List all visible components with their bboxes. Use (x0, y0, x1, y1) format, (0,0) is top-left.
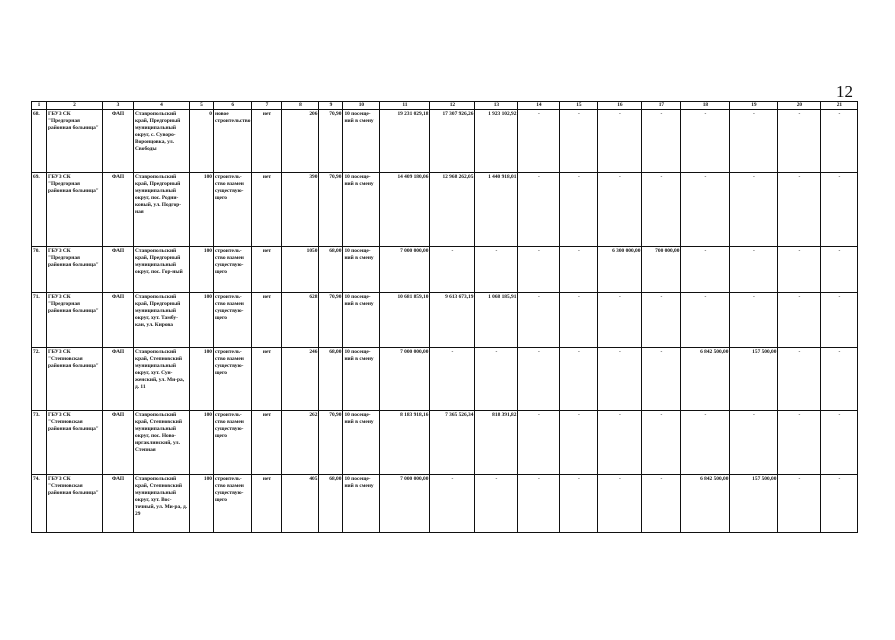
table-cell-col-11: 7 000 000,00 (380, 348, 430, 411)
table-cell-col-12: - (430, 247, 475, 293)
table-cell-col-8: 628 (282, 293, 319, 348)
table-cell-col-14: - (518, 411, 560, 475)
table-cell-col-12: - (430, 348, 475, 411)
table-row (32, 247, 858, 293)
table-cell-col-9: 68,00 (319, 348, 343, 411)
column-header-20: 20 (778, 102, 821, 110)
table-cell-col-17: - (642, 173, 681, 247)
table-cell-col-20: - (778, 110, 821, 173)
table-cell-col-4: Ставропольский край, Степновский муниципальный округ, пос. Ново-иргаклинский, ул. Степная (134, 411, 190, 475)
table-cell-col-21: - (821, 411, 858, 475)
table-cell-col-20: - (778, 247, 821, 293)
table-cell-col-5: 100 (190, 293, 214, 348)
column-header-5: 5 (190, 102, 214, 110)
table-cell-col-19: - (730, 411, 778, 475)
table-cell-col-15: - (560, 247, 598, 293)
column-header-1: 1 (32, 102, 47, 110)
table-cell-col-8: 206 (282, 110, 319, 173)
table-cell-col-20: - (778, 411, 821, 475)
table-cell-col-2: ГБУЗ СК "Степновская районная больница" (47, 348, 103, 411)
column-header-12: 12 (430, 102, 475, 110)
table-cell-col-13: - (475, 348, 518, 411)
column-header-8: 8 (282, 102, 319, 110)
table-cell-col-13: - (475, 247, 518, 293)
table-cell-col-8: 390 (282, 173, 319, 247)
table-cell-col-21: - (821, 475, 858, 533)
table-cell-col-10: 10 посеще-ний в смену (343, 411, 380, 475)
column-header-10: 10 (343, 102, 380, 110)
table-cell-col-11: 8 183 918,16 (380, 411, 430, 475)
table-cell-col-20: - (778, 475, 821, 533)
table-cell-col-20: - (778, 173, 821, 247)
table-cell-col-10: 10 посеще-ний в смену (343, 247, 380, 293)
table-cell-col-4: Ставропольский край, Предгорный муниципальный округ, пос. Родни-ковый, ул. Подгор-ная (134, 173, 190, 247)
table-cell-col-8: 1050 (282, 247, 319, 293)
page-number: 12 (836, 82, 853, 101)
table-cell-col-3: ФАП (103, 110, 134, 173)
table-cell-col-8: 405 (282, 475, 319, 533)
table-cell-col-12: - (430, 475, 475, 533)
table-cell-col-21: - (821, 293, 858, 348)
table-cell-col-14: - (518, 173, 560, 247)
table-cell-col-19: - (730, 173, 778, 247)
table-cell-col-11: 7 000 000,00 (380, 247, 430, 293)
table-cell-col-9: 68,00 (319, 247, 343, 293)
table-cell-col-3: ФАП (103, 173, 134, 247)
table-cell-col-19: - (730, 247, 778, 293)
table-cell-col-19: 157 500,00 (730, 475, 778, 533)
table-cell-col-16: - (598, 110, 642, 173)
table-cell-col-21: - (821, 348, 858, 411)
table-cell-col-20: - (778, 293, 821, 348)
table-cell-col-3: ФАП (103, 348, 134, 411)
table-cell-col-9: 70,90 (319, 173, 343, 247)
table-cell-col-11: 19 231 029,18 (380, 110, 430, 173)
table-cell-col-1: 73. (32, 411, 47, 475)
table-cell-col-15: - (560, 173, 598, 247)
table-cell-col-16: - (598, 173, 642, 247)
table-cell-col-16: - (598, 411, 642, 475)
table-cell-col-4: Ставропольский край, Степновский муниципальный округ, хут. Вос-точный, ул. Ми-ра, д. 29 (134, 475, 190, 533)
table-cell-col-15: - (560, 411, 598, 475)
table-cell-col-17: - (642, 293, 681, 348)
table-cell-col-12: 7 365 526,34 (430, 411, 475, 475)
table-cell-col-12: 12 968 262,05 (430, 173, 475, 247)
column-header-9: 9 (319, 102, 343, 110)
table-cell-col-5: 100 (190, 411, 214, 475)
table-cell-col-13: 1 440 918,01 (475, 173, 518, 247)
table-cell-col-15: - (560, 110, 598, 173)
table-cell-col-17: - (642, 475, 681, 533)
table-row (32, 110, 858, 173)
column-header-13: 13 (475, 102, 518, 110)
table-cell-col-18: - (681, 293, 730, 348)
table-row (32, 173, 858, 247)
data-table (31, 101, 858, 533)
table-cell-col-5: 100 (190, 475, 214, 533)
table-cell-col-16: - (598, 293, 642, 348)
table-cell-col-17: - (642, 411, 681, 475)
table-cell-col-9: 70,90 (319, 293, 343, 348)
table-cell-col-19: - (730, 110, 778, 173)
column-header-17: 17 (642, 102, 681, 110)
table-row (32, 348, 858, 411)
table-cell-col-11: 14 409 180,06 (380, 173, 430, 247)
table-cell-col-7: нет (252, 293, 282, 348)
table-cell-col-7: нет (252, 247, 282, 293)
table-cell-col-1: 72. (32, 348, 47, 411)
table-cell-col-11: 7 000 000,00 (380, 475, 430, 533)
table-cell-col-2: ГБУЗ СК "Предгорная районная больница" (47, 110, 103, 173)
table-cell-col-15: - (560, 293, 598, 348)
table-cell-col-15: - (560, 348, 598, 411)
table-cell-col-6: строитель-ство взамен существую-щего (214, 348, 252, 411)
table-cell-col-3: ФАП (103, 475, 134, 533)
table-cell-col-14: - (518, 348, 560, 411)
table-cell-col-21: - (821, 173, 858, 247)
column-header-19: 19 (730, 102, 778, 110)
table-cell-col-20: - (778, 348, 821, 411)
table-cell-col-16: - (598, 475, 642, 533)
table-cell-col-17: - (642, 348, 681, 411)
table-cell-col-17: 700 000,00 (642, 247, 681, 293)
table-row (32, 411, 858, 475)
table-cell-col-13: 1 068 185,91 (475, 293, 518, 348)
table-cell-col-13: 1 923 102,92 (475, 110, 518, 173)
table-cell-col-5: 0 (190, 110, 214, 173)
table-cell-col-1: 68. (32, 110, 47, 173)
table-cell-col-6: строитель-ство взамен существую-щего (214, 293, 252, 348)
table-cell-col-14: - (518, 110, 560, 173)
table-cell-col-7: нет (252, 411, 282, 475)
table-cell-col-14: - (518, 475, 560, 533)
table-cell-col-16: - (598, 348, 642, 411)
table-cell-col-16: 6 300 000,00 (598, 247, 642, 293)
table-cell-col-1: 74. (32, 475, 47, 533)
table-cell-col-8: 246 (282, 348, 319, 411)
table-cell-col-7: нет (252, 348, 282, 411)
table-cell-col-12: 9 613 673,19 (430, 293, 475, 348)
table-cell-col-19: - (730, 293, 778, 348)
table-cell-col-3: ФАП (103, 411, 134, 475)
table-cell-col-12: 17 307 926,26 (430, 110, 475, 173)
table-cell-col-9: 70,90 (319, 411, 343, 475)
table-cell-col-10: 10 посеще-ний в смену (343, 475, 380, 533)
table-cell-col-17: - (642, 110, 681, 173)
table-cell-col-7: нет (252, 110, 282, 173)
table-cell-col-19: 157 500,00 (730, 348, 778, 411)
table-cell-col-18: - (681, 247, 730, 293)
column-header-16: 16 (598, 102, 642, 110)
table-cell-col-7: нет (252, 173, 282, 247)
table-cell-col-11: 10 681 859,10 (380, 293, 430, 348)
table-cell-col-6: строитель-ство взамен существую-щего (214, 475, 252, 533)
table-cell-col-8: 262 (282, 411, 319, 475)
table-cell-col-5: 100 (190, 173, 214, 247)
table-cell-col-5: 100 (190, 247, 214, 293)
table-row (32, 475, 858, 533)
table-cell-col-18: - (681, 173, 730, 247)
column-header-14: 14 (518, 102, 560, 110)
table-cell-col-13: - (475, 475, 518, 533)
table-cell-col-21: - (821, 110, 858, 173)
table-cell-col-6: строитель-ство взамен существую-щего (214, 247, 252, 293)
table-cell-col-7: нет (252, 475, 282, 533)
table-cell-col-6: строитель-ство взамен существую-щего (214, 173, 252, 247)
table-cell-col-9: 70,90 (319, 110, 343, 173)
table-cell-col-2: ГБУЗ СК "Степновская районная больница" (47, 475, 103, 533)
column-header-11: 11 (380, 102, 430, 110)
column-header-4: 4 (134, 102, 190, 110)
table-cell-col-18: 6 842 500,00 (681, 348, 730, 411)
column-header-7: 7 (252, 102, 282, 110)
table-cell-col-2: ГБУЗ СК "Предгорная районная больница" (47, 173, 103, 247)
table-row (32, 293, 858, 348)
column-header-3: 3 (103, 102, 134, 110)
table-cell-col-2: ГБУЗ СК "Степновская районная больница" (47, 411, 103, 475)
column-header-21: 21 (821, 102, 858, 110)
table-cell-col-6: новое строительство (214, 110, 252, 173)
table-cell-col-10: 10 посеще-ний в смену (343, 110, 380, 173)
table-cell-col-15: - (560, 475, 598, 533)
table-cell-col-4: Ставропольский край, Предгорный муниципальный округ, хут. Тамбу-кан, ул. Кирова (134, 293, 190, 348)
table-cell-col-2: ГБУЗ СК "Предгорная районная больница" (47, 247, 103, 293)
header-row (32, 102, 858, 110)
table-cell-col-13: 818 391,82 (475, 411, 518, 475)
table-cell-col-18: 6 842 500,00 (681, 475, 730, 533)
table-cell-col-6: строитель-ство взамен существую-щего (214, 411, 252, 475)
table-cell-col-10: 10 посеще-ний в смену (343, 293, 380, 348)
column-header-15: 15 (560, 102, 598, 110)
table-cell-col-10: 10 посеще-ний в смену (343, 348, 380, 411)
table-cell-col-4: Ставропольский край, Предгорный муниципальный округ, пос. Гор-ный (134, 247, 190, 293)
table-cell-col-14: - (518, 247, 560, 293)
table-cell-col-2: ГБУЗ СК "Предгорная районная больница" (47, 293, 103, 348)
table-cell-col-3: ФАП (103, 247, 134, 293)
table-cell-col-18: - (681, 110, 730, 173)
column-header-6: 6 (214, 102, 252, 110)
table-cell-col-4: Ставропольский край, Предгорный муниципальный округ, с. Суворо-Воронцовка, ул. Свободы (134, 110, 190, 173)
column-header-18: 18 (681, 102, 730, 110)
table-cell-col-18: - (681, 411, 730, 475)
table-cell-col-4: Ставропольский край, Степновский муниципальный округ, хут. Сун-женский, ул. Ми-ра, д. 11 (134, 348, 190, 411)
table-cell-col-10: 10 посеще-ний в смену (343, 173, 380, 247)
table-cell-col-1: 71. (32, 293, 47, 348)
column-header-2: 2 (47, 102, 103, 110)
table-cell-col-5: 100 (190, 348, 214, 411)
table-cell-col-1: 69. (32, 173, 47, 247)
table-cell-col-14: - (518, 293, 560, 348)
table-cell-col-3: ФАП (103, 293, 134, 348)
table-cell-col-21: - (821, 247, 858, 293)
table-cell-col-9: 68,00 (319, 475, 343, 533)
table-cell-col-1: 70. (32, 247, 47, 293)
